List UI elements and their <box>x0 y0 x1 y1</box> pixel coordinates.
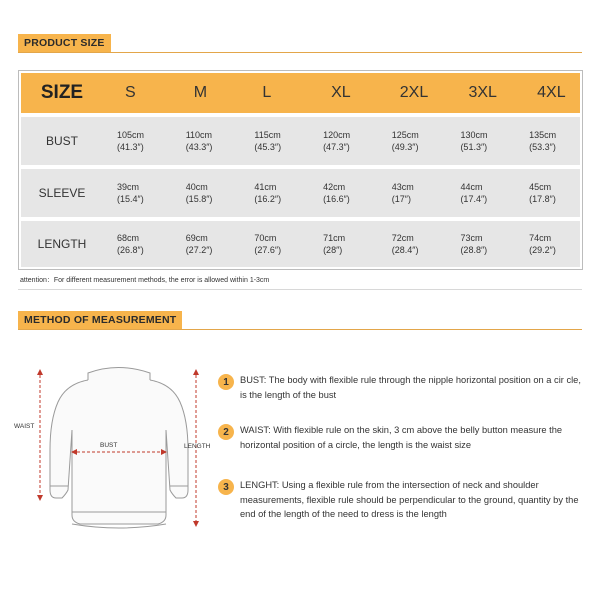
size-column-m: M <box>193 84 208 101</box>
table-cell: 68cm (26.8″) <box>117 233 144 255</box>
table-cell: 40cm (15.8″) <box>185 182 213 204</box>
size-header-label: SIZE <box>40 82 84 103</box>
step-number-2: 2 <box>218 424 234 440</box>
product-size-label: PRODUCT SIZE <box>18 34 111 52</box>
table-cell: 72cm (28.4″) <box>391 233 419 255</box>
size-column-xl: XL <box>331 84 351 101</box>
size-column-3xl: 3XL <box>468 84 497 101</box>
table-cell: 69cm (27.2″) <box>185 233 213 255</box>
row-label: LENGTH <box>37 237 87 251</box>
step-number-3: 3 <box>218 479 234 495</box>
length-label: LENGTH <box>184 443 211 450</box>
product-size-divider <box>18 52 582 53</box>
method-heading <box>18 311 182 329</box>
size-column-s: S <box>125 84 136 101</box>
table-cell: 70cm (27.6″) <box>254 233 282 255</box>
row-label: BUST <box>45 134 78 148</box>
size-table-header <box>21 73 580 113</box>
table-cell: 130cm (51.3″) <box>460 130 488 152</box>
table-cell: 73cm (28.8″) <box>460 233 488 255</box>
note-text: WAIST: With flexible rule on the skin, 3 cm above the belly button measure the horizontal position of a circle, the length is the waist size <box>240 425 563 450</box>
table-cell: 125cm (49.3″) <box>391 130 419 152</box>
table-cell: 135cm (53.3″) <box>529 130 557 152</box>
size-column-4xl: 4XL <box>537 84 566 101</box>
bust-label: BUST <box>100 442 118 449</box>
table-cell: 39cm (15.4″) <box>117 182 144 204</box>
note-text: LENGHT: Using a flexible rule from the intersection of neck and shoulder measurements, flexible rule should be perpendicular to the ground, quantity by the end of the length of the need to dress is the length <box>240 480 579 519</box>
waist-label: WAIST <box>14 423 35 430</box>
table-row-sleeve <box>21 169 580 217</box>
step-number-1: 1 <box>218 374 234 390</box>
table-cell: 120cm (47.3″) <box>323 130 351 152</box>
method-divider <box>18 329 582 330</box>
table-cell: 71cm (28″) <box>323 233 346 255</box>
size-column-l: L <box>262 84 272 101</box>
attention-note: attention：For different measurement methods, the error is allowed within 1-3cm <box>20 277 270 284</box>
table-cell: 115cm (45.3″) <box>254 130 282 152</box>
table-cell: 105cm (41.3″) <box>117 130 145 152</box>
product-size-heading <box>18 34 111 52</box>
table-row-length <box>21 221 580 267</box>
note-waist <box>218 423 588 452</box>
table-cell: 74cm (29.2″) <box>529 233 556 255</box>
method-label: METHOD OF MEASUREMENT <box>18 311 182 329</box>
attention-divider <box>18 289 582 290</box>
sweater-icon <box>50 368 188 529</box>
note-bust <box>218 373 588 402</box>
size-table <box>18 70 583 270</box>
table-row-bust <box>21 117 580 165</box>
note-length <box>218 478 588 522</box>
table-cell: 42cm (16.6″) <box>323 182 350 204</box>
size-column-2xl: 2XL <box>399 84 429 101</box>
table-cell: 45cm (17.8″) <box>529 182 556 204</box>
table-cell: 41cm (16.2″) <box>254 182 282 204</box>
table-cell: 44cm (17.4″) <box>460 182 488 204</box>
row-label: SLEEVE <box>38 186 86 200</box>
table-cell: 110cm (43.3″) <box>185 130 213 152</box>
table-cell: 43cm (17″) <box>391 182 414 204</box>
note-text: BUST: The body with flexible rule through the nipple horizontal position on a cir cle, is the length of the bust <box>240 375 581 400</box>
